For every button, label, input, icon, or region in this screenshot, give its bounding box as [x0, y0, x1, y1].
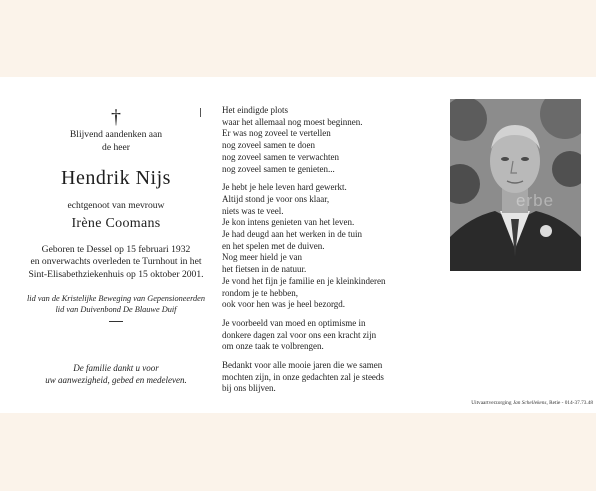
- deceased-name: Hendrik Nijs: [61, 167, 171, 189]
- birth-death-info: [22, 244, 210, 282]
- poem: [222, 105, 447, 402]
- memberships: [22, 293, 210, 315]
- funeral-director-credit: [417, 400, 593, 407]
- poem-line: Je kon intens genieten van het leven.: [222, 217, 355, 228]
- poem-line: Er was nog zoveel te vertellen: [222, 128, 331, 139]
- footer-prefix: Uitvaartverzorging: [471, 400, 512, 406]
- poem-line: nog zoveel samen te verwachten: [222, 151, 339, 162]
- poem-line: rondom je te hebben,: [222, 287, 298, 298]
- spouse-name: Irène Coomans: [71, 215, 161, 231]
- poem-line: het fietsen in de natuur.: [222, 264, 307, 275]
- thanks-line-2: uw aanwezigheid, gebed en medeleven.: [45, 375, 187, 385]
- remembrance-line-2: de heer: [102, 141, 130, 153]
- memorial-card: [0, 77, 596, 413]
- poem-stanza: [222, 105, 447, 175]
- column-divider: [200, 108, 201, 117]
- poem-line: nog zoveel samen te genieten...: [222, 163, 335, 174]
- poem-line: en het spelen met de duiven.: [222, 240, 325, 251]
- poem-line: waar het allemaal nog moest beginnen.: [222, 116, 363, 127]
- poem-line: Je voorbeeld van moed en optimisme in: [222, 317, 366, 328]
- photo-watermark: erbe: [516, 191, 555, 210]
- born-line-3: Sint-Elisabethziekenhuis op 15 oktober 2001.: [28, 268, 204, 280]
- poem-line: Het eindigde plots: [222, 105, 288, 115]
- portrait-illustration: [450, 99, 581, 271]
- poem-line: donkere dagen zal voor ons een kracht zijn: [222, 329, 377, 340]
- poem-line: Je had deugd aan het werken in de tuin: [222, 229, 362, 240]
- born-line-1: Geboren te Dessel op 15 februari 1932: [41, 243, 191, 255]
- family-thanks: [22, 362, 210, 386]
- poem-line: mochten zijn, in onze gedachten zal je steeds: [222, 371, 384, 382]
- poem-line: om onze taak te volbrengen.: [222, 341, 324, 352]
- left-column: [22, 107, 210, 386]
- poem-line: Je vond het fijn je familie en je kleinkinderen: [222, 275, 386, 286]
- poem-line: Je hebt je hele leven hard gewerkt.: [222, 182, 347, 193]
- poem-stanza: [222, 318, 447, 353]
- footer-name: Jan Schellekens: [512, 400, 547, 406]
- poem-line: nog zoveel samen te doen: [222, 140, 315, 151]
- thanks-line-1: De familie dankt u voor: [73, 363, 159, 373]
- born-line-2: en onverwachts overleden te Turnhout in het: [30, 256, 202, 267]
- member-line-2: lid van Duivenbond De Blauwe Duif: [55, 305, 177, 314]
- poem-line: Altijd stond je voor ons klaar,: [222, 193, 330, 204]
- portrait-photo: [450, 99, 581, 271]
- poem-stanza: [222, 182, 447, 311]
- poem-stanza: [222, 360, 447, 395]
- poem-line: niets was te veel.: [222, 205, 284, 216]
- poem-line: bij ons blijven.: [222, 383, 276, 394]
- poem-line: Bedankt voor alle mooie jaren die we samen: [222, 360, 383, 371]
- poem-line: Nog meer hield je van: [222, 252, 302, 263]
- poem-line: ook voor hen was je heel bezorgd.: [222, 299, 346, 310]
- spouse-label: echtgenoot van mevrouw: [67, 200, 165, 211]
- remembrance-line-1: Blijvend aandenken aan: [69, 129, 163, 140]
- divider-dash: [109, 321, 123, 322]
- footer-suffix: , Retie - 014-37.73.48: [546, 400, 593, 406]
- cross-icon: †: [111, 106, 121, 128]
- member-line-1: lid van de Kristelijke Beweging van Gepensioneerden: [26, 294, 206, 303]
